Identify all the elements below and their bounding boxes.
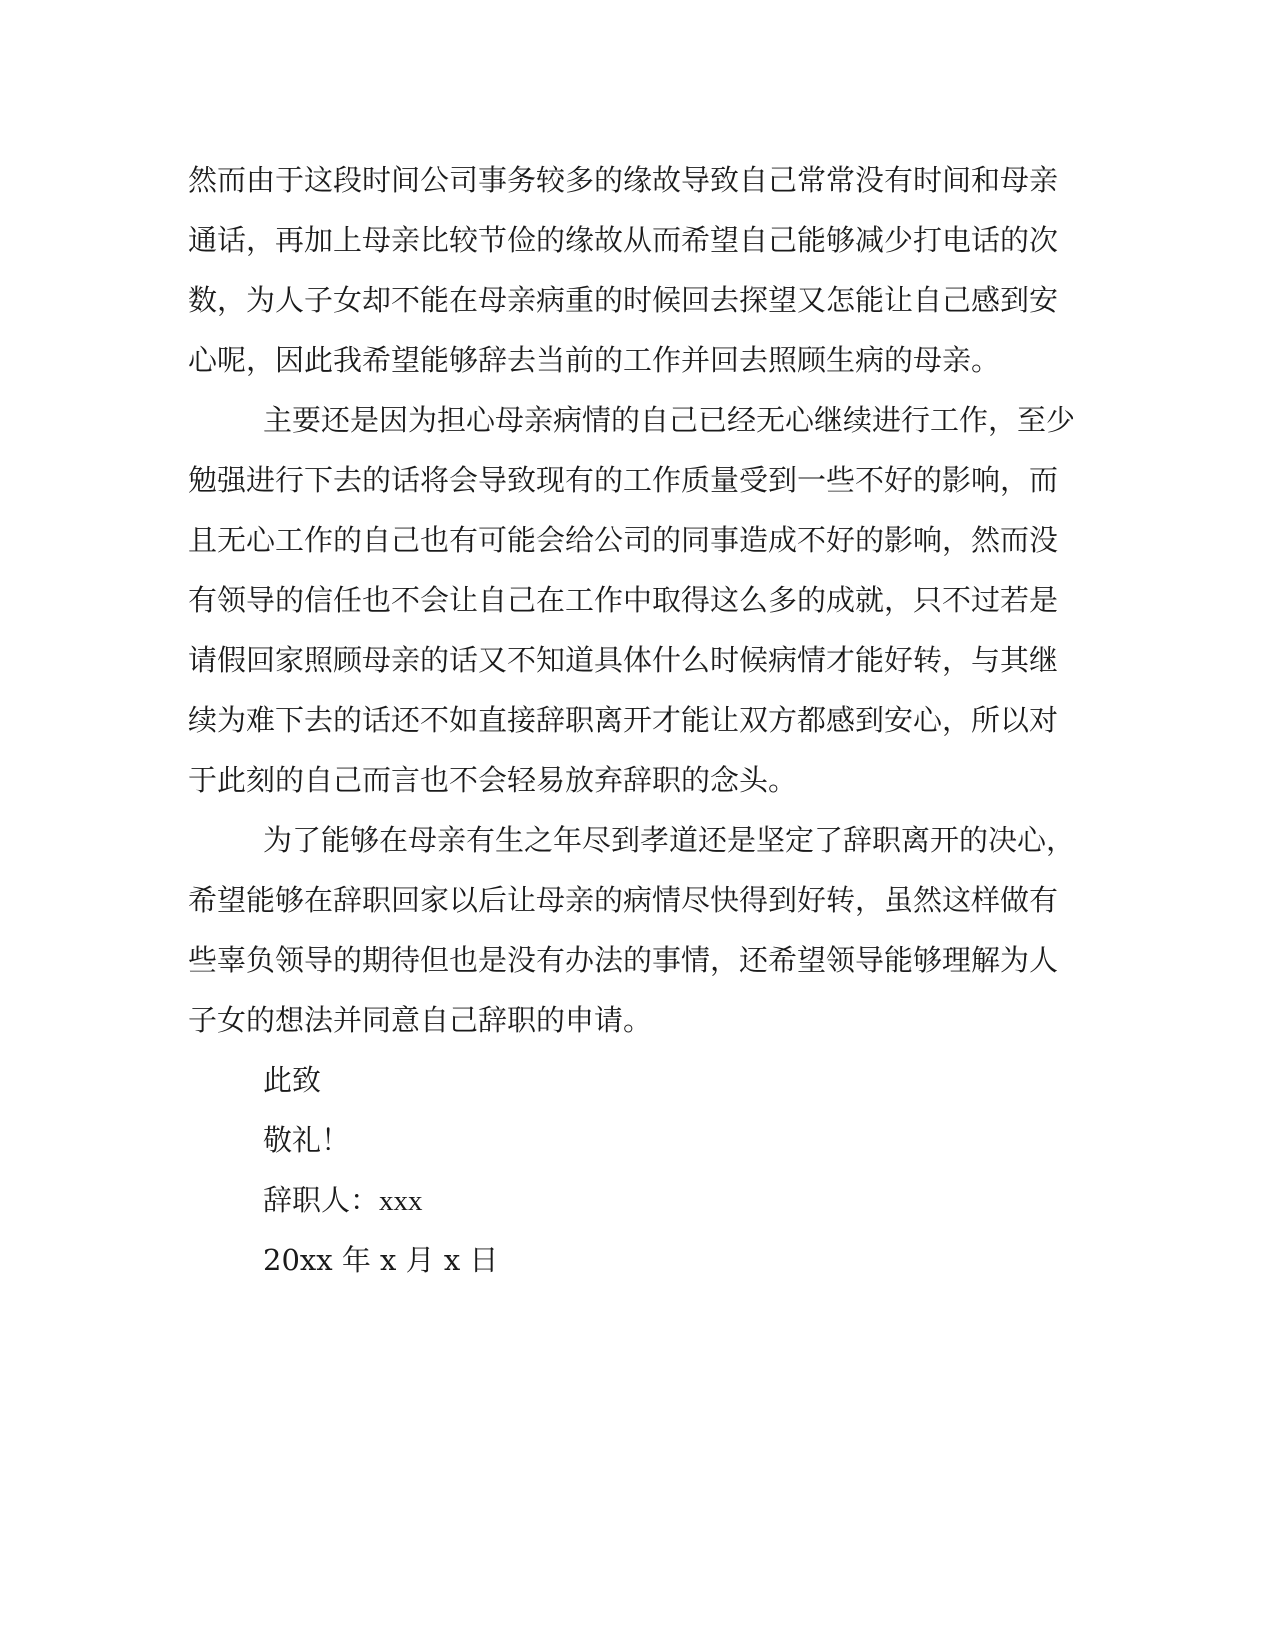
signer-label: 辞职人：	[263, 1183, 380, 1217]
closing-date: 20xx 年 x 月 x 日	[263, 1243, 499, 1277]
paragraph-2-line-5: 请假回家照顾母亲的话又不知道具体什么时候病情才能好转，与其继	[188, 643, 1059, 677]
closing-regards: 敬礼！	[263, 1123, 351, 1157]
paragraph-3-line-2: 希望能够在辞职回家以后让母亲的病情尽快得到好转，虽然这样做有	[188, 883, 1059, 917]
paragraph-1-line-3: 数，为人子女却不能在母亲病重的时候回去探望又怎能让自己感到安	[188, 283, 1059, 317]
paragraph-3-line-4: 子女的想法并同意自己辞职的申请。	[188, 1003, 653, 1037]
paragraph-2-line-2: 勉强进行下去的话将会导致现有的工作质量受到一些不好的影响，而	[188, 463, 1059, 497]
paragraph-2-line-1: 主要还是因为担心母亲病情的自己已经无心继续进行工作，至少	[263, 403, 1076, 437]
paragraph-3-line-1: 为了能够在母亲有生之年尽到孝道还是坚定了辞职离开的决心，	[263, 823, 1076, 857]
paragraph-2-line-6: 续为难下去的话还不如直接辞职离开才能让双方都感到安心，所以对	[188, 703, 1059, 737]
closing-signer	[263, 1178, 423, 1222]
paragraph-2-line-7: 于此刻的自己而言也不会轻易放弃辞职的念头。	[188, 763, 798, 797]
signer-name: xxx	[379, 1185, 423, 1217]
paragraph-2-line-4: 有领导的信任也不会让自己在工作中取得这么多的成就，只不过若是	[188, 583, 1059, 617]
paragraph-1-line-4: 心呢，因此我希望能够辞去当前的工作并回去照顾生病的母亲。	[188, 343, 1001, 377]
paragraph-3-line-3: 些辜负领导的期待但也是没有办法的事情，还希望领导能够理解为人	[188, 943, 1059, 977]
paragraph-1-line-1: 然而由于这段时间公司事务较多的缘故导致自己常常没有时间和母亲	[188, 163, 1059, 197]
paragraph-2-line-3: 且无心工作的自己也有可能会给公司的同事造成不好的影响，然而没	[188, 523, 1059, 557]
paragraph-1-line-2: 通话，再加上母亲比较节俭的缘故从而希望自己能够减少打电话的次	[188, 223, 1059, 257]
closing-salutation: 此致	[263, 1063, 322, 1097]
